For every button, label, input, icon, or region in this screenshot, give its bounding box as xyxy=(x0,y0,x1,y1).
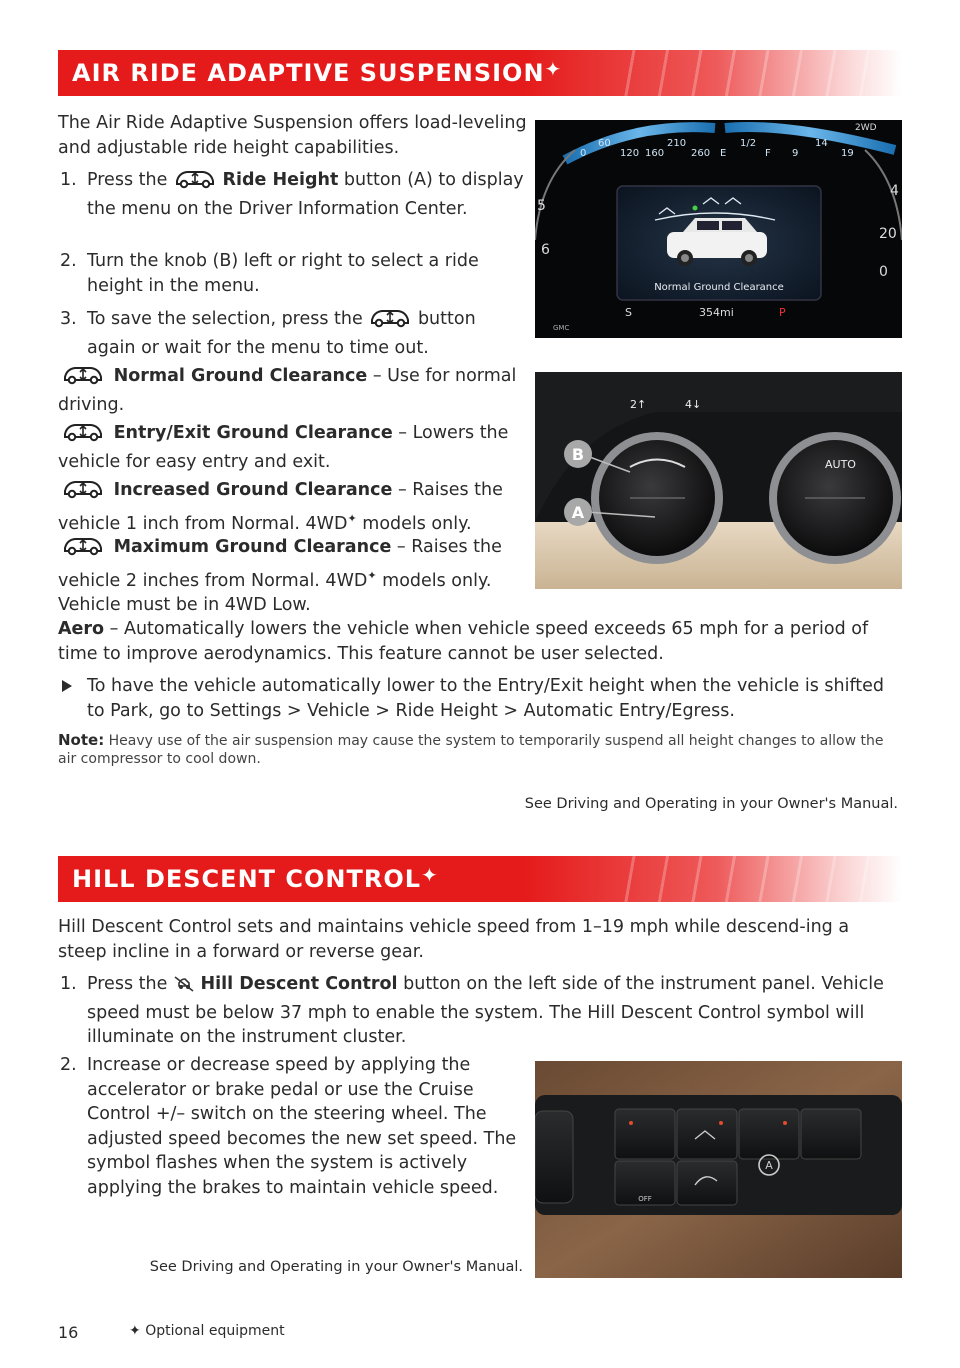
step-number: 2. xyxy=(60,251,77,271)
screen-label: Normal Ground Clearance xyxy=(654,282,784,293)
gauge-label: 160 xyxy=(645,148,665,159)
gauge-label: E xyxy=(720,148,727,159)
step-number: 3. xyxy=(60,309,77,329)
banner-stripes xyxy=(602,856,902,902)
hill-step-2: Increase or decrease speed by applying the accelerator or brake pedal or use the Cruise Control +/– switch on the steering wheel. The adjusted speed becomes the new set speed. The symbol flashes when the system is actively applying the brakes to maintain vehicle speed. xyxy=(87,1055,517,1198)
footer-note: ✦ Optional equipment xyxy=(129,1323,285,1339)
side-number: 5 xyxy=(537,198,546,214)
section-title: HILL DESCENT CONTROL✦ xyxy=(72,863,439,893)
banner-stripes xyxy=(602,50,902,96)
gear-right: P xyxy=(779,306,786,319)
off-label: OFF xyxy=(638,1195,652,1203)
step-2: Turn the knob (B) left or right to select a ride height in the menu. xyxy=(87,251,479,296)
hill-intro-text: Hill Descent Control sets and maintains vehicle speed from 1–19 mph while descend-ing a steep incline in a forward or reverse gear. xyxy=(58,917,850,962)
instrument-cluster-photo xyxy=(535,120,902,338)
gauge-label: 120 xyxy=(620,148,640,159)
svg-text:A: A xyxy=(765,1159,773,1172)
step-number: 1. xyxy=(60,974,77,994)
ride-height-icon xyxy=(58,536,108,564)
control-panel-photo xyxy=(535,1061,902,1278)
knob-top-label: 2↑ xyxy=(630,398,647,411)
step-number: 2. xyxy=(60,1055,77,1075)
step-3: To save the selection, press the button again or wait for the menu to time out. xyxy=(87,309,476,358)
step-number: 1. xyxy=(60,170,77,190)
hill-descent-icon xyxy=(173,973,195,1001)
tip-arrow-icon xyxy=(62,680,72,692)
suspension-knob-photo xyxy=(535,372,902,589)
intro-text: The Air Ride Adaptive Suspension offers load-leveling and adjustable ride height capabilities. xyxy=(58,113,527,158)
callout-a: A xyxy=(571,503,585,522)
section-title: AIR RIDE ADAPTIVE SUSPENSION✦ xyxy=(72,57,563,87)
ride-height-icon xyxy=(368,308,412,336)
side-number: 20 xyxy=(879,226,897,242)
odometer: 354mi xyxy=(699,306,734,319)
gauge-label: 14 xyxy=(815,138,828,149)
see-manual-link: See Driving and Operating in your Owner's Manual. xyxy=(524,796,898,812)
gauge-label: 210 xyxy=(667,138,687,149)
gauge-label: 0 xyxy=(580,148,587,159)
page-number: 16 xyxy=(58,1323,79,1342)
side-number: 6 xyxy=(541,242,550,258)
section-banner-hill-descent xyxy=(58,856,902,902)
side-number: 4 xyxy=(890,183,899,199)
mode-maximum: Maximum Ground Clearance – Raises the vehicle 2 inches from Normal. 4WD✦ models only. Vehicle must be in 4WD Low. xyxy=(58,537,502,615)
gauge-label: 260 xyxy=(691,148,711,159)
knob-graphic xyxy=(535,372,902,589)
cluster-graphic xyxy=(535,120,902,338)
mode-increased: Increased Ground Clearance – Raises the vehicle 1 inch from Normal. 4WD✦ models only. xyxy=(58,480,503,534)
ride-height-icon xyxy=(173,169,217,197)
ride-height-icon xyxy=(58,479,108,507)
aero-text: Aero – Automatically lowers the vehicle when vehicle speed exceeds 65 mph for a period of time to improve aerodynamics. This feature cannot be user selected. xyxy=(58,619,869,664)
hill-step-1: Press the Hill Descent Control button on the left side of the instrument panel. Vehicle speed must be below 37 mph to enable the system. The Hill Descent Control symbol will illuminate on the instrument cluster. xyxy=(87,974,884,1047)
tip-text: To have the vehicle automatically lower to the Entry/Exit height when the vehicle is shifted to Park, go to Settings > Vehicle > Ride Height > Automatic Entry/Egress. xyxy=(87,676,885,721)
ride-height-icon xyxy=(58,365,108,393)
section-banner-air-ride xyxy=(58,50,902,96)
mode-entry-exit: Entry/Exit Ground Clearance – Lowers the vehicle for easy entry and exit. xyxy=(58,423,509,472)
knob-top-label: 4↓ xyxy=(685,398,702,411)
auto-label: AUTO xyxy=(825,458,856,471)
see-manual-link: See Driving and Operating in your Owner's Manual. xyxy=(149,1259,523,1275)
gauge-label: 60 xyxy=(598,138,611,149)
gear-left: S xyxy=(625,306,632,319)
gauge-label: 9 xyxy=(792,148,799,159)
mode-normal: Normal Ground Clearance – Use for normal driving. xyxy=(58,366,517,415)
ride-height-icon xyxy=(58,422,108,450)
gauge-label: 19 xyxy=(841,148,854,159)
side-number: 0 xyxy=(879,264,888,280)
gauge-label: F xyxy=(765,148,771,159)
callout-b: B xyxy=(571,445,585,464)
panel-graphic xyxy=(535,1061,902,1278)
drive-label: 2WD xyxy=(855,123,877,133)
step-1: Press the Ride Height button (A) to display the menu on the Driver Information Center. xyxy=(87,170,524,219)
brand-label: GMC xyxy=(553,324,570,332)
gauge-label: 1/2 xyxy=(740,138,757,149)
note-text: Note: Heavy use of the air suspension may cause the system to temporarily suspend all height changes to allow the air compressor to cool down. xyxy=(58,731,884,767)
